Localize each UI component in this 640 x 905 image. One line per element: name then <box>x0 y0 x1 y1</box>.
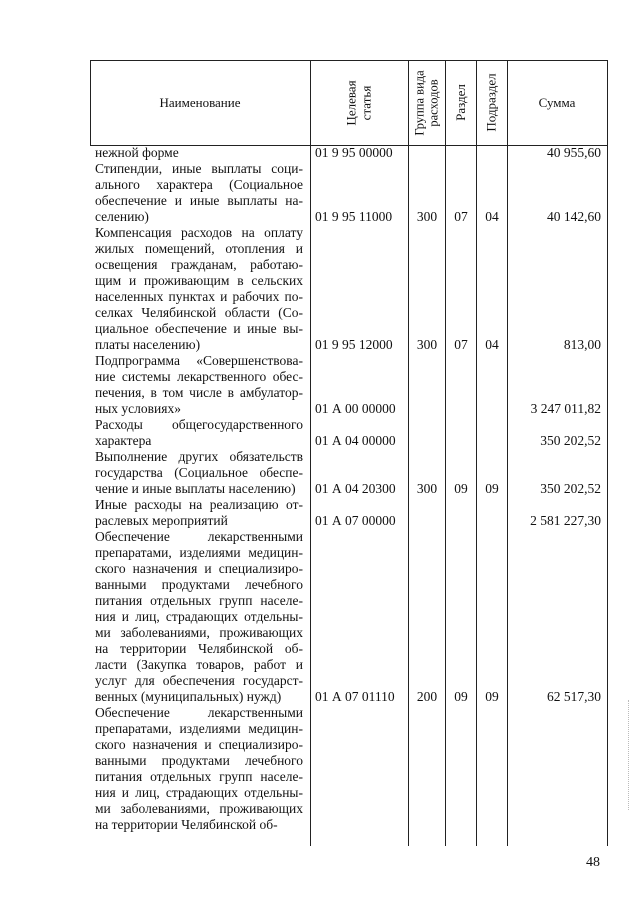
header-section <box>445 60 476 145</box>
row-name-line: ми заболеваниями, проживающих <box>95 625 303 640</box>
row-name-line: препаратами, изделиями медицин- <box>95 721 303 736</box>
row-name-line: ванными продуктами лечебного <box>95 577 303 592</box>
row-subsection: 09 <box>485 689 499 704</box>
header-target-article-label <box>344 80 374 125</box>
row-target-article: 01 А 07 00000 <box>315 513 396 528</box>
row-name-line: услуг для обеспечения государст- <box>95 673 303 688</box>
row-target-article: 01 9 95 11000 <box>315 209 393 224</box>
row-amount: 62 517,30 <box>547 689 601 704</box>
row-target-article: 01 9 95 00000 <box>315 145 393 160</box>
row-expense-group: 300 <box>416 337 438 352</box>
row-name-line: нежной форме <box>95 145 179 160</box>
row-name-line: Компенсация расходов на оплату <box>95 225 303 240</box>
row-amount: 350 202,52 <box>540 433 601 448</box>
row-name-line: венных (муниципальных) нужд) <box>95 689 282 704</box>
header-name-label: Наименование <box>159 95 241 110</box>
row-name-line: на территории Челябинской об- <box>95 641 303 656</box>
row-name-line: препаратами, изделиями медицин- <box>95 545 303 560</box>
header-subsection <box>476 60 507 145</box>
row-amount: 350 202,52 <box>540 481 601 496</box>
row-subsection: 09 <box>485 481 499 496</box>
row-name-line: ского назначения и специализиро- <box>95 561 303 576</box>
row-name-line: обеспечение и иные выплаты на- <box>95 193 303 208</box>
table-right-border <box>607 60 608 846</box>
col-divider-group <box>445 60 446 846</box>
row-name-line: ского назначения и специализиро- <box>95 737 303 752</box>
row-name-line: питания отдельных групп населе- <box>95 769 303 784</box>
row-amount: 3 247 011,82 <box>530 401 601 416</box>
row-name-line: раслевых мероприятий <box>95 513 228 528</box>
row-name-line: селению) <box>95 209 149 224</box>
row-name-line: селках Челябинской области (Со- <box>95 305 303 320</box>
row-name-line: ния и лиц, страдающих отдельны- <box>95 609 303 624</box>
row-target-article: 01 А 00 00000 <box>315 401 396 416</box>
header-amount <box>507 60 607 145</box>
header-subsection-label: Подраздел <box>484 73 500 132</box>
row-section: 09 <box>454 689 468 704</box>
row-name-line: ванными продуктами лечебного <box>95 753 303 768</box>
page-number: 48 <box>586 855 600 870</box>
row-section: 09 <box>454 481 468 496</box>
row-name-line: циальное обеспечение и иные вы- <box>95 321 303 336</box>
row-name-line: щим и проживающим в сельских <box>95 273 303 288</box>
row-name-line: Обеспечение лекарственными <box>95 529 303 544</box>
row-name-line: чение и иные выплаты населению) <box>95 481 296 496</box>
header-target-article-line-1: Целевая <box>343 79 359 126</box>
header-amount-label: Сумма <box>538 95 576 110</box>
row-name-line: Обеспечение лекарственными <box>95 705 303 720</box>
row-name-line: Иные расходы на реализацию от- <box>95 497 303 512</box>
col-divider-subsection <box>507 60 508 846</box>
row-name-line: ния и лиц, страдающих отдельны- <box>95 785 303 800</box>
row-name-line: населенных пунктах и рабочих по- <box>95 289 303 304</box>
row-name-line: жилых помещений, отопления и <box>95 241 303 256</box>
row-name-line: печения, в том числе в амбулатор- <box>95 385 303 400</box>
row-name-line: ние системы лекарственного обес- <box>95 369 303 384</box>
row-amount: 2 581 227,30 <box>530 513 601 528</box>
row-subsection: 04 <box>485 337 499 352</box>
header-expense-group-line-2: расходов <box>426 78 441 127</box>
header-expense-group-label <box>413 70 441 135</box>
header-section-label: Раздел <box>453 84 468 121</box>
scan-edge-mark <box>628 700 631 810</box>
row-target-article: 01 9 95 12000 <box>315 337 393 352</box>
row-section: 07 <box>454 209 468 224</box>
header-expense-group-line-1: Группа вида <box>412 69 427 136</box>
row-name-line: питания отдельных групп населе- <box>95 593 303 608</box>
row-name-line: ми заболеваниями, проживающих <box>95 801 303 816</box>
row-subsection: 04 <box>485 209 499 224</box>
row-section: 07 <box>454 337 468 352</box>
row-name-line: ласти (Закупка товаров, работ и <box>95 657 303 672</box>
row-name-line: Выполнение других обязательств <box>95 449 303 464</box>
row-name-line: Расходы общегосударственного <box>95 417 303 432</box>
row-amount: 40 955,60 <box>547 145 601 160</box>
header-expense-group <box>408 60 445 145</box>
row-name-line: освещения гражданам, работаю- <box>95 257 303 272</box>
row-name-line: ных условиях» <box>95 401 181 416</box>
row-amount: 813,00 <box>563 337 601 352</box>
row-target-article: 01 А 04 20300 <box>315 481 396 496</box>
row-name-line: на территории Челябинской об- <box>95 817 278 832</box>
col-divider-section <box>476 60 477 846</box>
row-name-line: характера <box>95 433 152 448</box>
row-name-line: ального характера (Социальное <box>95 177 303 192</box>
row-target-article: 01 А 07 01110 <box>315 689 395 704</box>
row-expense-group: 300 <box>416 481 438 496</box>
header-target-article-line-2: статья <box>358 85 374 120</box>
row-target-article: 01 А 04 00000 <box>315 433 396 448</box>
row-name-line: Подпрограмма «Совершенствова- <box>95 353 303 368</box>
row-expense-group: 300 <box>416 209 438 224</box>
col-divider-name <box>310 60 311 846</box>
header-target-article <box>310 60 408 145</box>
row-name-line: Стипендии, иные выплаты соци- <box>95 161 303 176</box>
col-divider-code <box>408 60 409 846</box>
row-amount: 40 142,60 <box>547 209 601 224</box>
row-expense-group: 200 <box>416 689 438 704</box>
row-name-line: платы населению) <box>95 337 201 352</box>
header-name <box>90 60 310 145</box>
row-name-line: государства (Социальное обеспе- <box>95 465 303 480</box>
